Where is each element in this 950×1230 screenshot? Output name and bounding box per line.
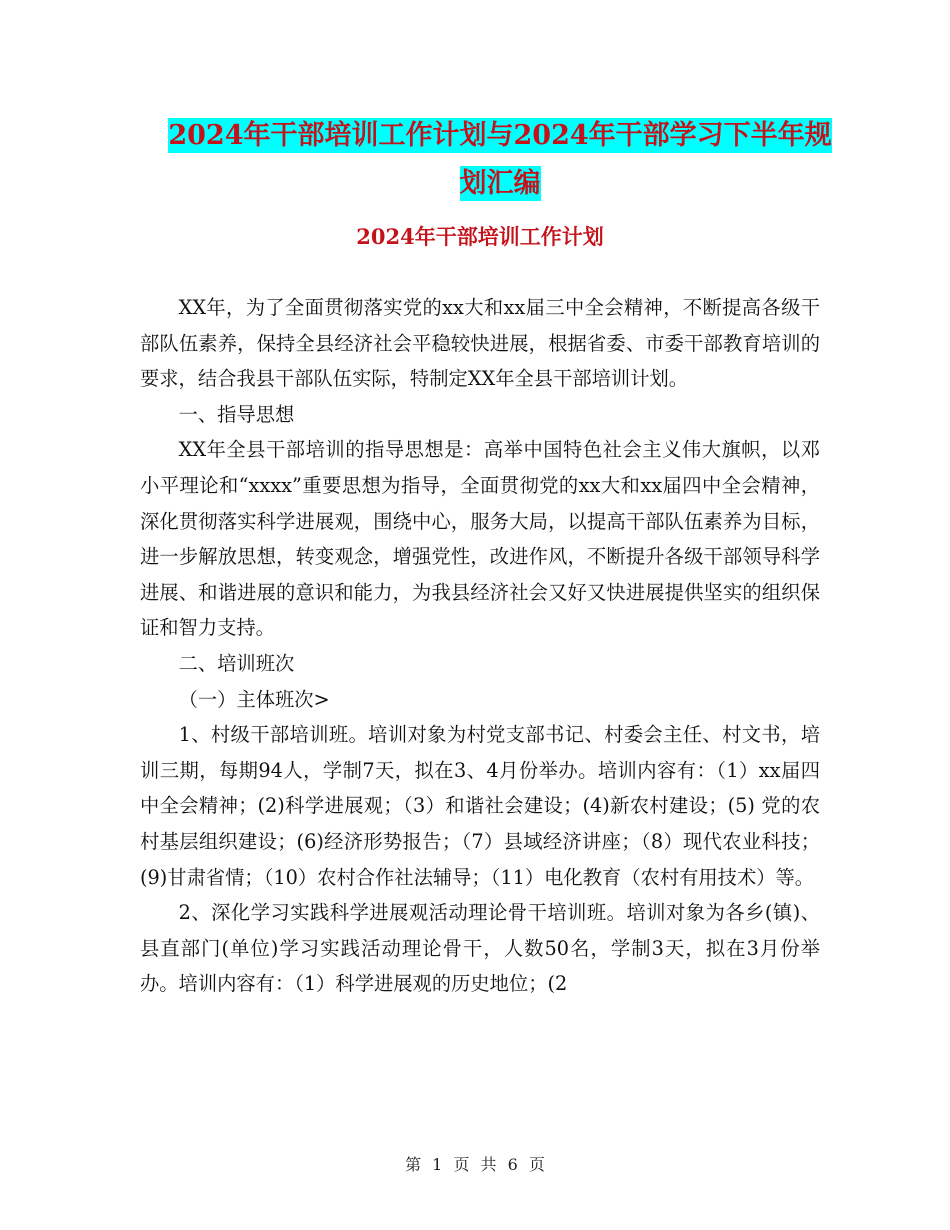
paragraph-intro: XX年，为了全面贯彻落实党的xx大和xx届三中全会精神，不断提高各级干部队伍素养，保持全县经济社会平稳较快进展，根据省委、市委干部教育培训的要求，结合我县干部队伍实际，特制定XX年全县干部培训计划。: [140, 296, 820, 391]
paragraph-guiding-ideology: XX年全县干部培训的指导思想是：高举中国特色社会主义伟大旗帜，以邓小平理论和“xxxx”重要思想为指导，全面贯彻党的xx大和xx届四中全会精神，深化贯彻落实科学进展观，围绕中心，服务大局，以提高干部队伍素养为目标，进一步解放思想，转变观念，增强党性，改进作风，不断提升各级干部领导科学进展、和谐进展的意识和能力，为我县经济社会又好又快进展提供坚实的组织保证和智力支持。: [140, 438, 820, 640]
title-line-2: 划汇编: [459, 168, 541, 199]
page-footer: 第 1 页 共 6 页: [405, 1155, 545, 1174]
document-title: [140, 112, 860, 208]
paragraph-theory-backbone-class: 2、深化学习实践科学进展观活动理论骨干培训班。培训对象为各乡(镇)、县直部门(单位)学习实践活动理论骨干，人数50名，学制3天，拟在3月份举办。培训内容有：（1）科学进展观的历史地位；(2: [140, 901, 820, 996]
subheading-main-classes: （一）主体班次>: [178, 687, 330, 711]
heading-guiding-ideology: 一、指导思想: [178, 402, 295, 426]
title-line-1: 2024年干部培训工作计划与2024年干部学习下半年规: [168, 120, 832, 151]
document-body: [140, 290, 820, 1002]
section-title: 2024年干部培训工作计划: [356, 224, 604, 249]
heading-training-classes: 二、培训班次: [178, 651, 295, 675]
paragraph-village-cadre-class: 1、村级干部培训班。培训对象为村党支部书记、村委会主任、村文书，培训三期，每期94人，学制7天，拟在3、4月份举办。培训内容有：（1）xx届四中全会精神；(2)科学进展观；（3）和谐社会建设；(4)新农村建设；(5) 党的农村基层组织建设；(6)经济形势报告；（7）县域经济讲座；（8）现代农业科技；(9)甘肃省情；（10）农村合作社法辅导；（11）电化教育（农村有用技术）等。: [140, 723, 820, 889]
